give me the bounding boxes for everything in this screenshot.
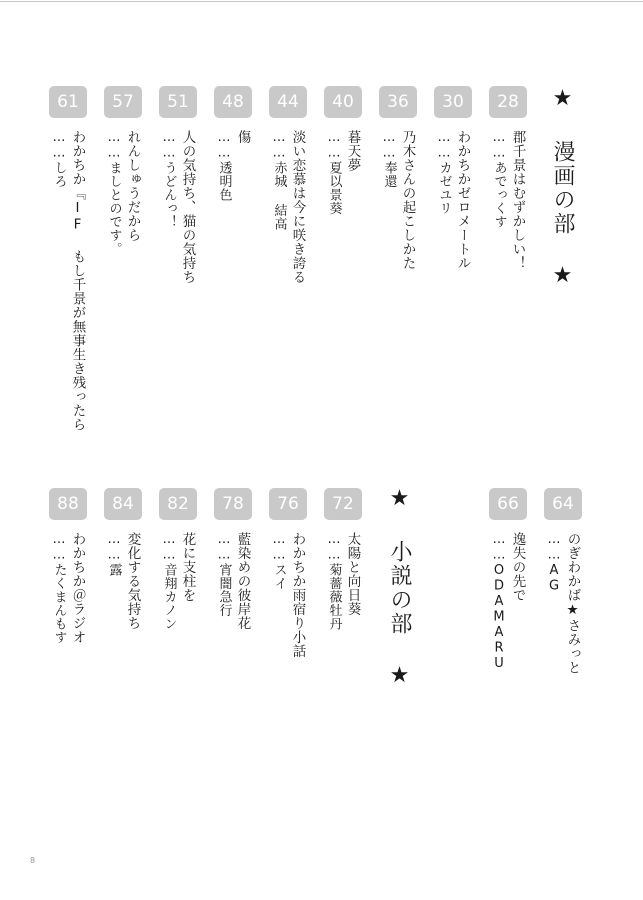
entry-author: ……あでっくす (491, 130, 507, 229)
toc-entry (49, 488, 87, 644)
entry-title: 郡千景はむずかしい！ (509, 130, 526, 270)
entry-author: ……奉還 (381, 130, 397, 188)
page-number-badge: 64 (544, 488, 582, 520)
entry-title: 人の気持ち、猫の気持ち (179, 130, 196, 284)
page-number-badge: 78 (214, 488, 252, 520)
page-number-badge: 61 (49, 86, 87, 118)
entry-author: ……菊薔薇牡丹 (326, 532, 342, 631)
entry-author: ……たくまんもす (51, 532, 67, 644)
toc-entry (269, 488, 307, 658)
entry-title: 乃木さんの起こしかた (399, 130, 416, 270)
entry-title: 傷 (234, 130, 251, 144)
page-number-badge: 57 (104, 86, 142, 118)
entry-author: ……夏以景葵 (326, 130, 342, 215)
toc-entry (214, 86, 252, 202)
page-number-badge: 88 (49, 488, 87, 520)
toc-entry (159, 86, 197, 284)
entry-author: ……音翔カノン (161, 532, 177, 631)
toc-entry (269, 86, 307, 284)
page-number-badge: 44 (269, 86, 307, 118)
page-number-badge: 48 (214, 86, 252, 118)
toc-entry (324, 86, 362, 215)
toc-entry (489, 86, 527, 270)
toc-entry (104, 488, 142, 630)
entry-title: 藍染めの彼岸花 (234, 532, 251, 630)
page-number-badge: 82 (159, 488, 197, 520)
entry-author: ……ODAMARU (491, 532, 507, 672)
entry-title: わかちかゼロメートル (454, 130, 471, 270)
entry-title: わかちか『IF もし千景が無事生き残ったら (69, 130, 86, 432)
entry-author: ……しろ (51, 130, 67, 188)
toc-entry (544, 488, 582, 675)
entry-title: れんしゅうだから (124, 130, 141, 242)
toc-entry (214, 488, 252, 630)
entry-title: 花に支柱を (179, 532, 196, 602)
entry-author: ……赤城 結高 (271, 130, 287, 231)
toc-entry (489, 488, 527, 672)
entry-title: わかちか雨宿り小話 (289, 532, 306, 658)
page-number-badge: 66 (489, 488, 527, 520)
page-number-badge: 76 (269, 488, 307, 520)
toc-entry (49, 86, 87, 432)
entry-title: 逸失の先で (509, 532, 526, 602)
toc-entry (379, 86, 417, 270)
top-rule (0, 1, 643, 2)
entry-author: ……露 (106, 532, 122, 577)
entry-title: 暮天夢 (344, 130, 361, 172)
page-number-badge: 40 (324, 86, 362, 118)
entry-author: ……うどんっ！ (161, 130, 177, 229)
page-number-badge: 28 (489, 86, 527, 118)
page-number: 8 (30, 856, 36, 865)
entry-title: わかちか＠ラジオ (69, 532, 86, 644)
page-number-badge: 84 (104, 488, 142, 520)
toc-entry (159, 488, 197, 631)
entry-title: 淡い恋慕は今に咲き誇る (289, 130, 306, 284)
entry-author: ……スイ (271, 532, 287, 590)
toc-entry (434, 86, 472, 270)
entry-title: 太陽と向日葵 (344, 532, 361, 616)
entry-title: 変化する気持ち (124, 532, 141, 630)
page-number-badge: 30 (434, 86, 472, 118)
entry-title: のぎわかば★さみっと (564, 532, 581, 675)
page-number-badge: 36 (379, 86, 417, 118)
toc-entry (104, 86, 142, 256)
page-number-badge: 51 (159, 86, 197, 118)
novel-section-heading: ★ 小説の部 ★ (387, 486, 412, 690)
entry-author: ……透明色 (216, 130, 232, 202)
entry-author: ……AG (546, 532, 562, 594)
entry-author: ……カゼユリ (436, 130, 452, 215)
entry-author: ……宵闇急行 (216, 532, 232, 617)
manga-section-heading: ★ 漫画の部 ★ (550, 86, 575, 290)
toc-entry (324, 488, 362, 631)
page-number-badge: 72 (324, 488, 362, 520)
entry-author: ……ましとのです。 (106, 130, 122, 256)
